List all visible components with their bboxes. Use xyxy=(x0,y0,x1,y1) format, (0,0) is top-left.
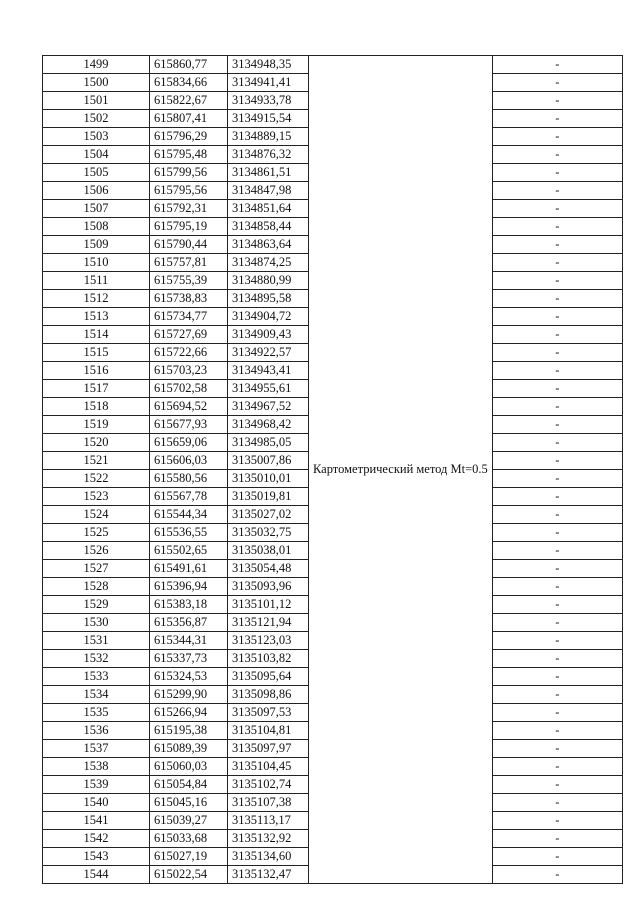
y-coordinate-cell: 3134922,57 xyxy=(228,344,309,362)
accuracy-cell: - xyxy=(492,398,622,416)
x-coordinate-cell: 615027,19 xyxy=(150,848,228,866)
x-coordinate-cell: 615580,56 xyxy=(150,470,228,488)
coordinates-sheet xyxy=(42,55,623,884)
accuracy-cell: - xyxy=(492,560,622,578)
accuracy-cell: - xyxy=(492,866,622,884)
x-coordinate-cell: 615796,29 xyxy=(150,128,228,146)
accuracy-cell: - xyxy=(492,794,622,812)
point-number-cell: 1517 xyxy=(43,380,150,398)
point-number-cell: 1531 xyxy=(43,632,150,650)
accuracy-cell: - xyxy=(492,686,622,704)
point-number-cell: 1528 xyxy=(43,578,150,596)
x-coordinate-cell: 615089,39 xyxy=(150,740,228,758)
point-number-cell: 1502 xyxy=(43,110,150,128)
x-coordinate-cell: 615324,53 xyxy=(150,668,228,686)
point-number-cell: 1519 xyxy=(43,416,150,434)
point-number-cell: 1510 xyxy=(43,254,150,272)
accuracy-cell: - xyxy=(492,434,622,452)
point-number-cell: 1522 xyxy=(43,470,150,488)
point-number-cell: 1527 xyxy=(43,560,150,578)
y-coordinate-cell: 3134880,99 xyxy=(228,272,309,290)
accuracy-cell: - xyxy=(492,74,622,92)
y-coordinate-cell: 3134968,42 xyxy=(228,416,309,434)
accuracy-cell: - xyxy=(492,542,622,560)
x-coordinate-cell: 615491,61 xyxy=(150,560,228,578)
y-coordinate-cell: 3135107,38 xyxy=(228,794,309,812)
point-number-cell: 1544 xyxy=(43,866,150,884)
x-coordinate-cell: 615694,52 xyxy=(150,398,228,416)
point-number-cell: 1521 xyxy=(43,452,150,470)
y-coordinate-cell: 3135093,96 xyxy=(228,578,309,596)
y-coordinate-cell: 3134955,61 xyxy=(228,380,309,398)
point-number-cell: 1541 xyxy=(43,812,150,830)
accuracy-cell: - xyxy=(492,830,622,848)
y-coordinate-cell: 3134933,78 xyxy=(228,92,309,110)
table-row xyxy=(43,56,623,74)
accuracy-cell: - xyxy=(492,380,622,398)
y-coordinate-cell: 3135007,86 xyxy=(228,452,309,470)
accuracy-cell: - xyxy=(492,236,622,254)
y-coordinate-cell: 3134861,51 xyxy=(228,164,309,182)
point-number-cell: 1504 xyxy=(43,146,150,164)
accuracy-cell: - xyxy=(492,740,622,758)
x-coordinate-cell: 615822,67 xyxy=(150,92,228,110)
x-coordinate-cell: 615795,48 xyxy=(150,146,228,164)
y-coordinate-cell: 3134895,58 xyxy=(228,290,309,308)
x-coordinate-cell: 615792,31 xyxy=(150,200,228,218)
x-coordinate-cell: 615544,34 xyxy=(150,506,228,524)
x-coordinate-cell: 615045,16 xyxy=(150,794,228,812)
y-coordinate-cell: 3134943,41 xyxy=(228,362,309,380)
point-number-cell: 1536 xyxy=(43,722,150,740)
x-coordinate-cell: 615727,69 xyxy=(150,326,228,344)
accuracy-cell: - xyxy=(492,164,622,182)
point-number-cell: 1525 xyxy=(43,524,150,542)
y-coordinate-cell: 3135097,97 xyxy=(228,740,309,758)
accuracy-cell: - xyxy=(492,848,622,866)
accuracy-cell: - xyxy=(492,308,622,326)
accuracy-cell: - xyxy=(492,200,622,218)
x-coordinate-cell: 615795,19 xyxy=(150,218,228,236)
x-coordinate-cell: 615722,66 xyxy=(150,344,228,362)
accuracy-cell: - xyxy=(492,776,622,794)
x-coordinate-cell: 615567,78 xyxy=(150,488,228,506)
y-coordinate-cell: 3135123,03 xyxy=(228,632,309,650)
accuracy-cell: - xyxy=(492,56,622,74)
accuracy-cell: - xyxy=(492,272,622,290)
x-coordinate-cell: 615834,66 xyxy=(150,74,228,92)
y-coordinate-cell: 3135102,74 xyxy=(228,776,309,794)
accuracy-cell: - xyxy=(492,182,622,200)
y-coordinate-cell: 3135097,53 xyxy=(228,704,309,722)
x-coordinate-cell: 615536,55 xyxy=(150,524,228,542)
point-number-cell: 1505 xyxy=(43,164,150,182)
x-coordinate-cell: 615266,94 xyxy=(150,704,228,722)
x-coordinate-cell: 615807,41 xyxy=(150,110,228,128)
point-number-cell: 1523 xyxy=(43,488,150,506)
x-coordinate-cell: 615356,87 xyxy=(150,614,228,632)
y-coordinate-cell: 3134876,32 xyxy=(228,146,309,164)
accuracy-cell: - xyxy=(492,614,622,632)
y-coordinate-cell: 3134863,64 xyxy=(228,236,309,254)
point-number-cell: 1518 xyxy=(43,398,150,416)
point-number-cell: 1503 xyxy=(43,128,150,146)
x-coordinate-cell: 615677,93 xyxy=(150,416,228,434)
accuracy-cell: - xyxy=(492,362,622,380)
point-number-cell: 1532 xyxy=(43,650,150,668)
accuracy-cell: - xyxy=(492,92,622,110)
y-coordinate-cell: 3134967,52 xyxy=(228,398,309,416)
point-number-cell: 1524 xyxy=(43,506,150,524)
accuracy-cell: - xyxy=(492,632,622,650)
point-number-cell: 1520 xyxy=(43,434,150,452)
y-coordinate-cell: 3134904,72 xyxy=(228,308,309,326)
accuracy-cell: - xyxy=(492,596,622,614)
x-coordinate-cell: 615299,90 xyxy=(150,686,228,704)
point-number-cell: 1511 xyxy=(43,272,150,290)
x-coordinate-cell: 615738,83 xyxy=(150,290,228,308)
y-coordinate-cell: 3134948,35 xyxy=(228,56,309,74)
x-coordinate-cell: 615039,27 xyxy=(150,812,228,830)
accuracy-cell: - xyxy=(492,812,622,830)
point-number-cell: 1506 xyxy=(43,182,150,200)
y-coordinate-cell: 3134985,05 xyxy=(228,434,309,452)
accuracy-cell: - xyxy=(492,218,622,236)
accuracy-cell: - xyxy=(492,524,622,542)
x-coordinate-cell: 615054,84 xyxy=(150,776,228,794)
accuracy-cell: - xyxy=(492,254,622,272)
point-number-cell: 1513 xyxy=(43,308,150,326)
accuracy-cell: - xyxy=(492,650,622,668)
point-number-cell: 1538 xyxy=(43,758,150,776)
accuracy-cell: - xyxy=(492,704,622,722)
method-cell: Картометрический метод Mt=0.5 xyxy=(309,56,493,884)
y-coordinate-cell: 3135095,64 xyxy=(228,668,309,686)
y-coordinate-cell: 3134941,41 xyxy=(228,74,309,92)
y-coordinate-cell: 3135019,81 xyxy=(228,488,309,506)
accuracy-cell: - xyxy=(492,452,622,470)
x-coordinate-cell: 615703,23 xyxy=(150,362,228,380)
y-coordinate-cell: 3135104,45 xyxy=(228,758,309,776)
point-number-cell: 1539 xyxy=(43,776,150,794)
y-coordinate-cell: 3134889,15 xyxy=(228,128,309,146)
y-coordinate-cell: 3135038,01 xyxy=(228,542,309,560)
point-number-cell: 1540 xyxy=(43,794,150,812)
point-number-cell: 1501 xyxy=(43,92,150,110)
y-coordinate-cell: 3134851,64 xyxy=(228,200,309,218)
point-number-cell: 1543 xyxy=(43,848,150,866)
accuracy-cell: - xyxy=(492,416,622,434)
x-coordinate-cell: 615195,38 xyxy=(150,722,228,740)
point-number-cell: 1533 xyxy=(43,668,150,686)
x-coordinate-cell: 615860,77 xyxy=(150,56,228,74)
point-number-cell: 1514 xyxy=(43,326,150,344)
y-coordinate-cell: 3135132,47 xyxy=(228,866,309,884)
y-coordinate-cell: 3134909,43 xyxy=(228,326,309,344)
x-coordinate-cell: 615659,06 xyxy=(150,434,228,452)
x-coordinate-cell: 615702,58 xyxy=(150,380,228,398)
point-number-cell: 1526 xyxy=(43,542,150,560)
y-coordinate-cell: 3135121,94 xyxy=(228,614,309,632)
point-number-cell: 1500 xyxy=(43,74,150,92)
x-coordinate-cell: 615790,44 xyxy=(150,236,228,254)
y-coordinate-cell: 3134858,44 xyxy=(228,218,309,236)
accuracy-cell: - xyxy=(492,290,622,308)
x-coordinate-cell: 615060,03 xyxy=(150,758,228,776)
x-coordinate-cell: 615344,31 xyxy=(150,632,228,650)
x-coordinate-cell: 615795,56 xyxy=(150,182,228,200)
accuracy-cell: - xyxy=(492,758,622,776)
accuracy-cell: - xyxy=(492,128,622,146)
y-coordinate-cell: 3135134,60 xyxy=(228,848,309,866)
point-number-cell: 1542 xyxy=(43,830,150,848)
y-coordinate-cell: 3135098,86 xyxy=(228,686,309,704)
y-coordinate-cell: 3134847,98 xyxy=(228,182,309,200)
point-number-cell: 1507 xyxy=(43,200,150,218)
point-number-cell: 1529 xyxy=(43,596,150,614)
accuracy-cell: - xyxy=(492,470,622,488)
point-number-cell: 1534 xyxy=(43,686,150,704)
y-coordinate-cell: 3135104,81 xyxy=(228,722,309,740)
x-coordinate-cell: 615606,03 xyxy=(150,452,228,470)
coordinates-table xyxy=(42,55,623,884)
x-coordinate-cell: 615337,73 xyxy=(150,650,228,668)
point-number-cell: 1516 xyxy=(43,362,150,380)
accuracy-cell: - xyxy=(492,578,622,596)
accuracy-cell: - xyxy=(492,506,622,524)
y-coordinate-cell: 3135113,17 xyxy=(228,812,309,830)
x-coordinate-cell: 615755,39 xyxy=(150,272,228,290)
y-coordinate-cell: 3135032,75 xyxy=(228,524,309,542)
point-number-cell: 1530 xyxy=(43,614,150,632)
accuracy-cell: - xyxy=(492,344,622,362)
x-coordinate-cell: 615757,81 xyxy=(150,254,228,272)
x-coordinate-cell: 615396,94 xyxy=(150,578,228,596)
accuracy-cell: - xyxy=(492,668,622,686)
x-coordinate-cell: 615799,56 xyxy=(150,164,228,182)
point-number-cell: 1535 xyxy=(43,704,150,722)
x-coordinate-cell: 615502,65 xyxy=(150,542,228,560)
y-coordinate-cell: 3135010,01 xyxy=(228,470,309,488)
point-number-cell: 1508 xyxy=(43,218,150,236)
x-coordinate-cell: 615734,77 xyxy=(150,308,228,326)
x-coordinate-cell: 615022,54 xyxy=(150,866,228,884)
y-coordinate-cell: 3135103,82 xyxy=(228,650,309,668)
x-coordinate-cell: 615383,18 xyxy=(150,596,228,614)
point-number-cell: 1499 xyxy=(43,56,150,74)
y-coordinate-cell: 3134874,25 xyxy=(228,254,309,272)
y-coordinate-cell: 3135054,48 xyxy=(228,560,309,578)
point-number-cell: 1509 xyxy=(43,236,150,254)
y-coordinate-cell: 3135027,02 xyxy=(228,506,309,524)
x-coordinate-cell: 615033,68 xyxy=(150,830,228,848)
coordinates-table-body xyxy=(43,56,623,884)
y-coordinate-cell: 3135101,12 xyxy=(228,596,309,614)
accuracy-cell: - xyxy=(492,110,622,128)
y-coordinate-cell: 3135132,92 xyxy=(228,830,309,848)
accuracy-cell: - xyxy=(492,488,622,506)
accuracy-cell: - xyxy=(492,722,622,740)
y-coordinate-cell: 3134915,54 xyxy=(228,110,309,128)
accuracy-cell: - xyxy=(492,326,622,344)
point-number-cell: 1515 xyxy=(43,344,150,362)
accuracy-cell: - xyxy=(492,146,622,164)
point-number-cell: 1512 xyxy=(43,290,150,308)
point-number-cell: 1537 xyxy=(43,740,150,758)
